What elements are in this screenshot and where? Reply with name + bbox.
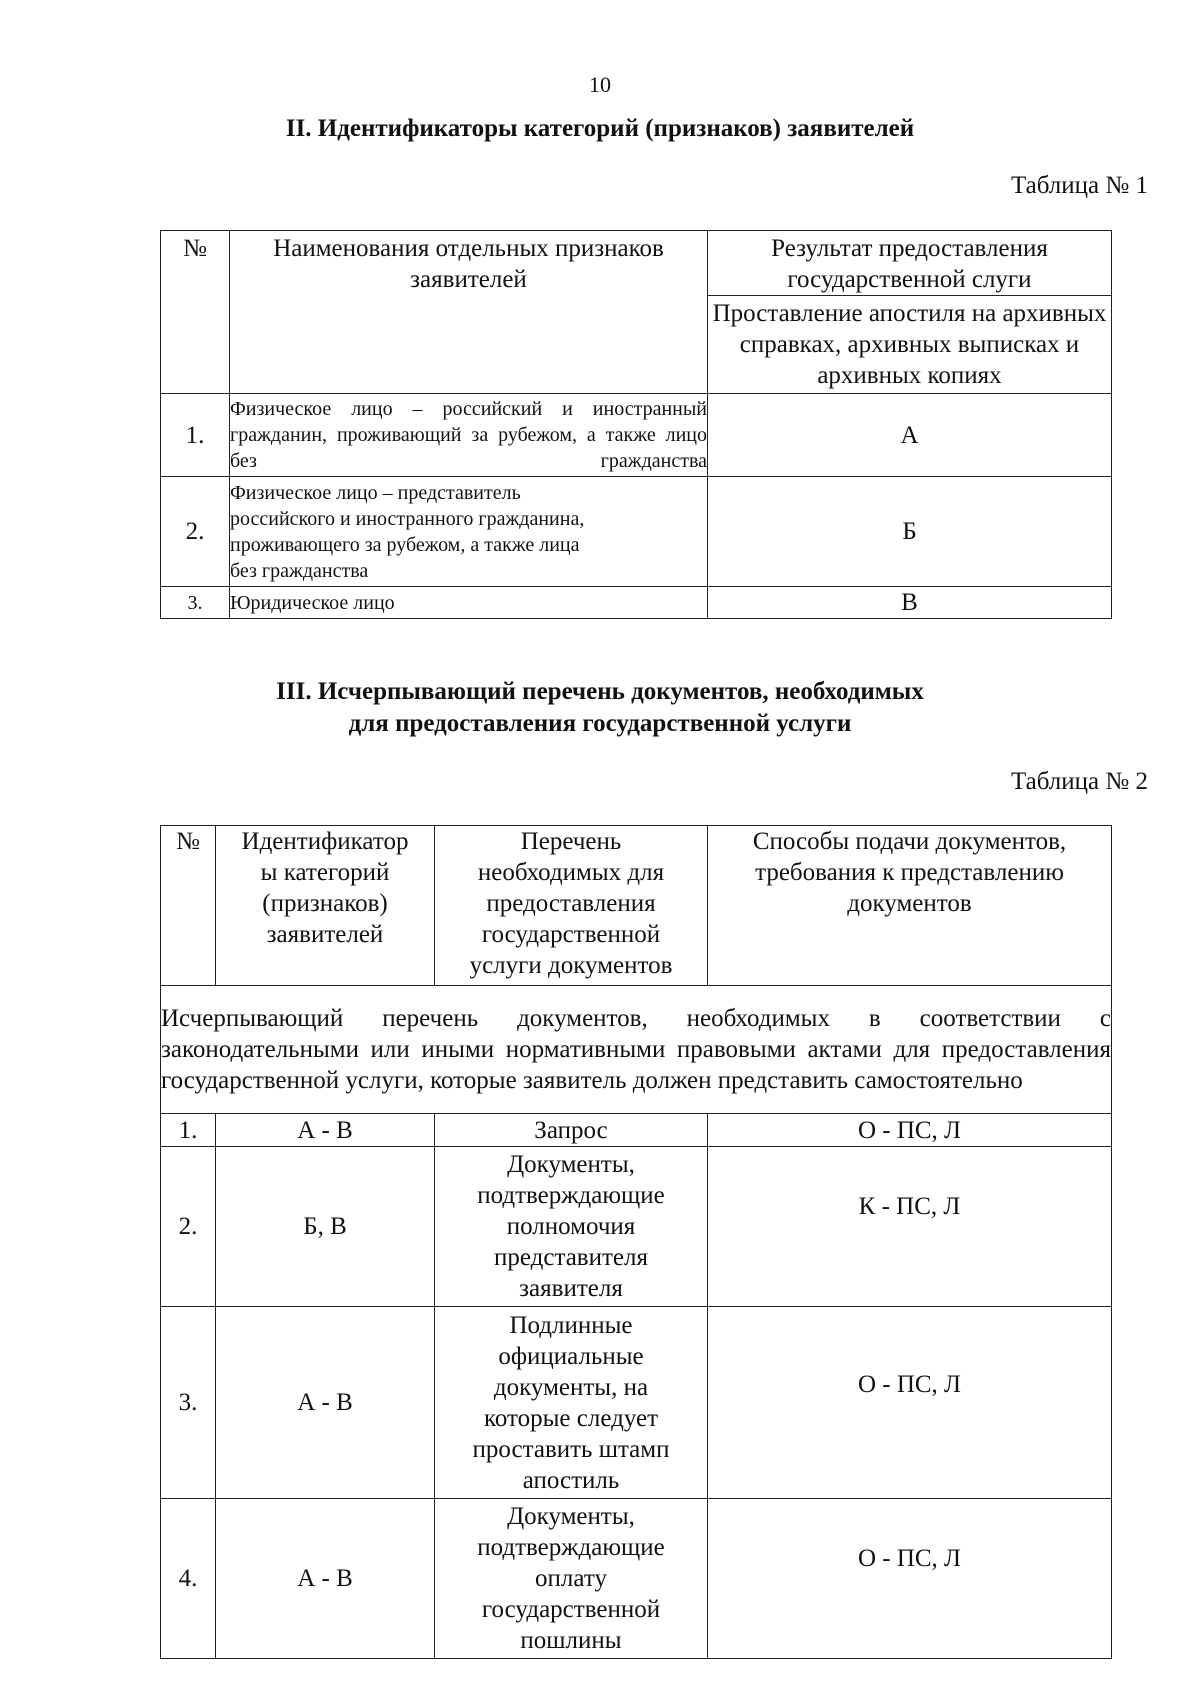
table-1 <box>160 230 1112 619</box>
t1-row-2-num: 2. <box>161 477 230 587</box>
t2-row-2-num: 2. <box>161 1147 216 1307</box>
t1-row-2-name: Физическое лицо – представитель российского и иностранного гражданина, проживающего за рубежом, а также лица без гражданства <box>230 477 708 587</box>
t1-header-result: Результат предоставления государственной слуги <box>708 231 1112 296</box>
section-3-title-line-1: III. Исчерпывающий перечень документов, необходимых <box>276 678 924 705</box>
t2-header-methods: Способы подачи документов, требования к представлению документов <box>708 826 1112 986</box>
t2-row-1-num: 1. <box>161 1114 216 1147</box>
t2-row-2-doc: Документы, подтверждающие полномочия представителя заявителя <box>435 1147 708 1307</box>
t2-row-2-ident: Б, В <box>216 1147 435 1307</box>
t2-row-4-method: О - ПС, Л <box>708 1499 1112 1659</box>
t1-row-3-num: 3. <box>161 587 230 619</box>
t1-row-1-num: 1. <box>161 394 230 477</box>
t2-row-3-method: О - ПС, Л <box>708 1307 1112 1499</box>
t2-row-4-num: 4. <box>161 1499 216 1659</box>
t2-row-1-method: О - ПС, Л <box>708 1114 1112 1147</box>
t2-row-1-ident: А - В <box>216 1114 435 1147</box>
section-2-title: II. Идентификаторы категорий (признаков) заявителей <box>285 115 915 142</box>
t1-row-3-name: Юридическое лицо <box>230 587 708 619</box>
t1-row-2-value: Б <box>708 477 1112 587</box>
t2-row-3-num: 3. <box>161 1307 216 1499</box>
t2-header-document-list: Перечень необходимых для предоставления государственной услуги документов <box>435 826 708 986</box>
t1-row-1-name: Физическое лицо – российский и иностранный гражданин, проживающий за рубежом, а также лицо без гражданства <box>230 394 708 477</box>
t2-row-4-doc: Документы, подтверждающие оплату государственной пошлины <box>435 1499 708 1659</box>
t2-row-2-method: К - ПС, Л <box>708 1147 1112 1307</box>
t1-row-3-value: В <box>708 587 1112 619</box>
t2-row-3-doc: Подлинные официальные документы, на которые следует проставить штамп апостиль <box>435 1307 708 1499</box>
t2-row-1-doc: Запрос <box>435 1114 708 1147</box>
t1-row-1-value: А <box>708 394 1112 477</box>
t2-header-identifiers: Идентификатор ы категорий (признаков) заявителей <box>216 826 435 986</box>
t1-header-name: Наименования отдельных признаков заявителей <box>230 231 708 394</box>
t1-header-result-sub: Проставление апостиля на архивных справках, архивных выписках и архивных копиях <box>708 296 1112 394</box>
t2-span-row: Исчерпывающий перечень документов, необходимых в соответствии с законодательными или иными нормативными правовыми актами для предоставления государственной услуги, которые заявитель должен представить самостоятельно <box>161 986 1112 1114</box>
table-1-label: Таблица № 1 <box>1010 172 1148 199</box>
section-3-title-line-2: для предоставления государственной услуги <box>348 710 852 737</box>
t2-row-4-ident: А - В <box>216 1499 435 1659</box>
t1-header-num: № <box>161 231 230 394</box>
table-2-label: Таблица № 2 <box>1010 768 1148 795</box>
t2-header-num: № <box>161 826 216 986</box>
table-2 <box>160 825 1112 1659</box>
page-number: 10 <box>589 72 611 97</box>
t2-row-3-ident: А - В <box>216 1307 435 1499</box>
